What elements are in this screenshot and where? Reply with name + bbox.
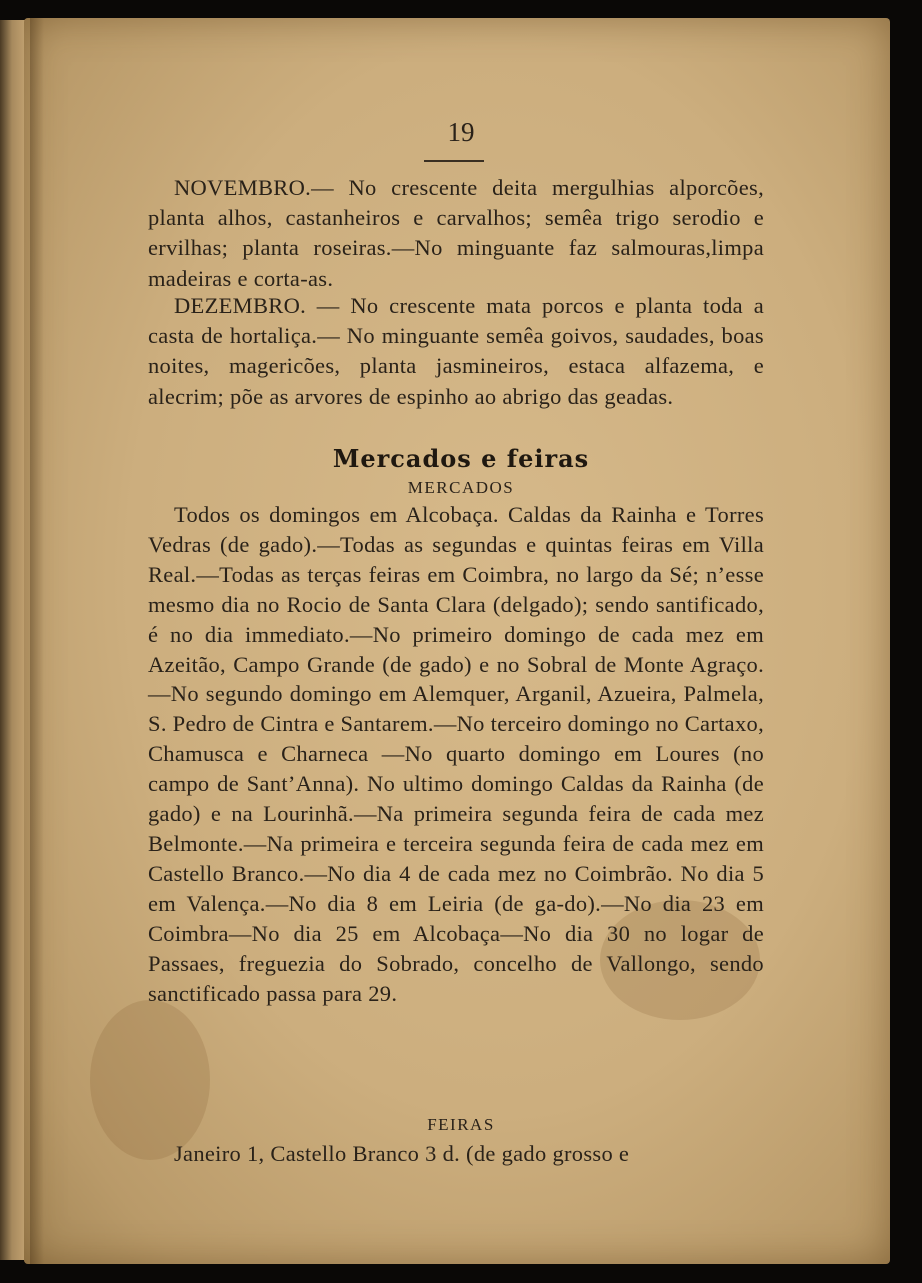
title-rule (424, 160, 484, 162)
dezembro-paragraph: DEZEMBRO. — No crescente mata porcos e planta toda a casta de hortaliça.— No minguante semêa goivos, saudades, boas noites, magericões, planta jasmineiros, estaca alfazema, e alecrim; põe as arvores de espinho ao abrigo das geadas. (148, 293, 764, 409)
page-number: 19 (447, 117, 475, 147)
mercados-paragraph: Todos os domingos em Alcobaça. Caldas da Rainha e Torres Vedras (de gado).—Todas as segundas e quintas feiras em Villa Real.—Todas as terças feiras em Coimbra, no largo da Sé; n’esse mesmo dia no Rocio de Santa Clara (delgado); sendo santificado, é no dia immediato.—No primeiro domingo de cada mez em Azeitão, Campo Grande (de gado) e no Sobral de Monte Agraço.—No segundo domingo em Alemquer, Arganil, Azueira, Palmela, S. Pedro de Cintra e Santarem.—No terceiro domingo no Cartaxo, Chamusca e Charneca —No quarto domingo em Loures (no campo de Sant’Anna). No ultimo domingo Caldas da Rainha (de gado) e na Lourinhã.—Na primeira segunda feira de cada mez Belmonte.—Na primeira e terceira segunda feira de cada mez em Castello Branco.—No dia 4 de cada mez no Coimbrão. No dia 5 em Valença.—No dia 8 em Leiria (de ga-do).—No dia 23 em Coimbra—No dia 25 em Alcobaça—No dia 30 no logar de Passaes, freguezia do Sobrado, concelho de Vallongo, sendo sanctificado passa para 29. (148, 502, 764, 1006)
feiras-paragraph: Janeiro 1, Castello Branco 3 d. (de gado grosso e (174, 1141, 630, 1166)
novembro-paragraph: NOVEMBRO.— No crescente deita mergulhias alporcões, planta alhos, castanheiros e carvalhos; semêa trigo serodio e ervilhas; planta roseiras.—No minguante faz salmouras,limpa madeiras e corta-as. (148, 175, 764, 291)
paper-stain (90, 1000, 210, 1160)
page-fold-shadow (30, 18, 44, 1264)
mercados-title: MERCADOS (407, 478, 515, 497)
feiras-title: FEIRAS (427, 1115, 495, 1134)
section-heading: Mercados e feiras (332, 444, 590, 473)
